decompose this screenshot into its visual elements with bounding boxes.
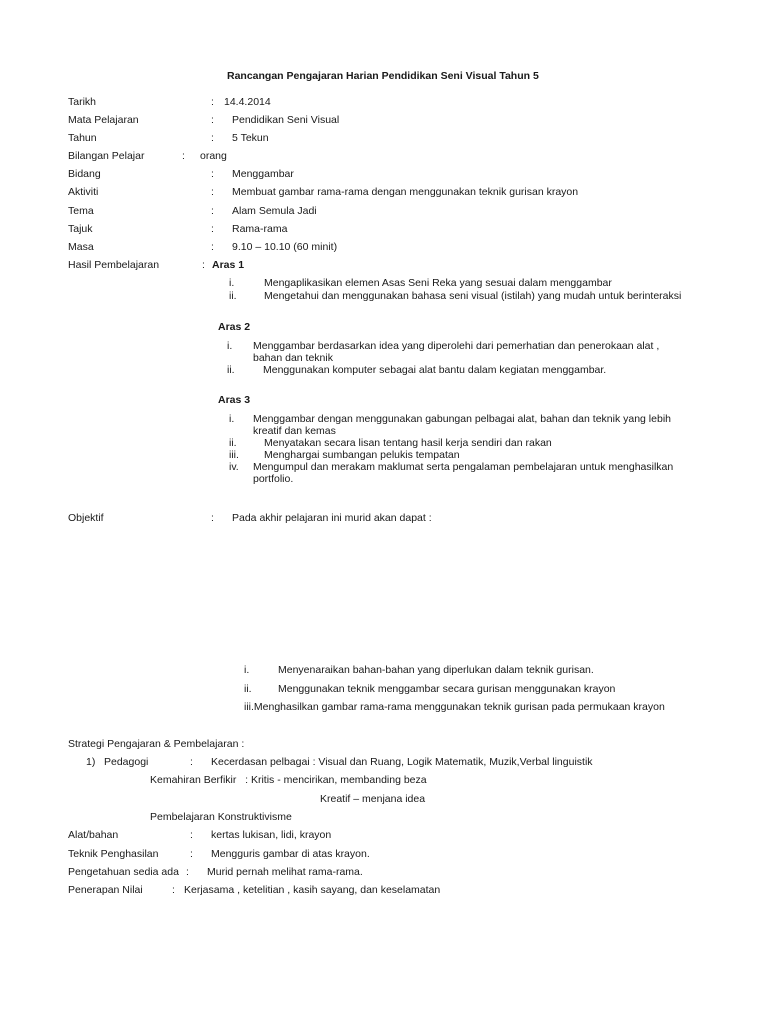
bilangan-pelajar-separator: : bbox=[182, 150, 185, 162]
list-item: Menggambar berdasarkan idea yang diperolehi dari pemerhatian dan penerokaan alat , bbox=[253, 340, 660, 352]
kemahiran-berfikir: Kemahiran Berfikir : Kritis - mencirikan, membanding beza bbox=[150, 774, 427, 786]
list-item: Menyenaraikan bahan-bahan yang diperlukan dalam teknik gurisan. bbox=[278, 664, 594, 676]
teknik-penghasilan-separator: : bbox=[190, 848, 193, 860]
hasil-pembelajaran-label: Hasil Pembelajaran bbox=[68, 259, 160, 271]
objektif-separator: : bbox=[211, 512, 214, 524]
pengetahuan-sedia-ada-separator: : bbox=[186, 866, 189, 878]
list-item-number: iv. bbox=[229, 461, 239, 473]
list-item: Mengaplikasikan elemen Asas Seni Reka yang sesuai dalam menggambar bbox=[264, 277, 612, 289]
aktiviti-label: Aktiviti bbox=[68, 186, 99, 198]
list-item: Menggambar dengan menggunakan gabungan pelbagai alat, bahan dan teknik yang lebih bbox=[253, 413, 671, 425]
list-item-number: i. bbox=[229, 277, 235, 289]
aras2-heading: Aras 2 bbox=[218, 321, 251, 333]
objektif-label: Objektif bbox=[68, 512, 104, 524]
list-item-number: ii. bbox=[229, 290, 237, 302]
penerapan-nilai-value: Kerjasama , ketelitian , kasih sayang, dan keselamatan bbox=[184, 884, 441, 896]
aras1-heading: Aras 1 bbox=[212, 259, 245, 271]
tema-label: Tema bbox=[68, 205, 94, 217]
aras3-heading: Aras 3 bbox=[218, 394, 251, 406]
tarikh-separator: : bbox=[211, 96, 214, 108]
alat-bahan-separator: : bbox=[190, 829, 193, 841]
masa-label: Masa bbox=[68, 241, 94, 253]
list-item: Mengumpul dan merakam maklumat serta pengalaman pembelajaran untuk menghasilkan bbox=[253, 461, 674, 473]
list-item-continuation: kreatif dan kemas bbox=[253, 425, 336, 437]
list-item-number: i. bbox=[244, 664, 250, 676]
list-item: Menyatakan secara lisan tentang hasil kerja sendiri dan rakan bbox=[264, 437, 552, 449]
bidang-value: Menggambar bbox=[232, 168, 294, 180]
alat-bahan-value: kertas lukisan, lidi, krayon bbox=[211, 829, 332, 841]
pedagogi-label: Pedagogi bbox=[104, 756, 149, 768]
pengetahuan-sedia-ada-label: Pengetahuan sedia ada bbox=[68, 866, 179, 878]
bidang-separator: : bbox=[211, 168, 214, 180]
objektif-intro: Pada akhir pelajaran ini murid akan dapat : bbox=[232, 512, 432, 524]
tema-value: Alam Semula Jadi bbox=[232, 205, 317, 217]
aktiviti-value: Membuat gambar rama-rama dengan menggunakan teknik gurisan krayon bbox=[232, 186, 579, 198]
list-item-number: ii. bbox=[244, 683, 252, 695]
alat-bahan-label: Alat/bahan bbox=[68, 829, 119, 841]
aktiviti-separator: : bbox=[211, 186, 214, 198]
strategi-heading: Strategi Pengajaran & Pembelajaran : bbox=[68, 738, 245, 750]
mata-pelajaran-label: Mata Pelajaran bbox=[68, 114, 139, 126]
hasil-pembelajaran-separator: : bbox=[202, 259, 205, 271]
masa-value: 9.10 – 10.10 (60 minit) bbox=[232, 241, 338, 253]
pedagogi-separator: : bbox=[190, 756, 193, 768]
mata-pelajaran-value: Pendidikan Seni Visual bbox=[232, 114, 340, 126]
pedagogi-value: Kecerdasan pelbagai : Visual dan Ruang, Logik Matematik, Muzik,Verbal linguistik bbox=[211, 756, 593, 768]
list-item-number: i. bbox=[227, 340, 233, 352]
list-item: Menggunakan teknik menggambar secara gurisan menggunakan krayon bbox=[278, 683, 616, 695]
list-item: Menghargai sumbangan pelukis tempatan bbox=[264, 449, 460, 461]
bidang-label: Bidang bbox=[68, 168, 101, 180]
masa-separator: : bbox=[211, 241, 214, 253]
tarikh-label: Tarikh bbox=[68, 96, 97, 108]
konstruktivisme: Pembelajaran Konstruktivisme bbox=[150, 811, 292, 823]
pedagogi-number: 1) bbox=[86, 756, 96, 768]
teknik-penghasilan-label: Teknik Penghasilan bbox=[68, 848, 159, 860]
list-item-number: ii. bbox=[229, 437, 237, 449]
bilangan-pelajar-value: orang bbox=[200, 150, 227, 162]
list-item-number: ii. bbox=[227, 364, 235, 376]
list-item: Mengetahui dan menggunakan bahasa seni visual (istilah) yang mudah untuk berinteraksi bbox=[264, 290, 682, 302]
tahun-separator: : bbox=[211, 132, 214, 144]
tarikh-value: 14.4.2014 bbox=[224, 96, 271, 108]
list-item-continuation: portfolio. bbox=[253, 473, 294, 485]
tajuk-separator: : bbox=[211, 223, 214, 235]
tajuk-value: Rama-rama bbox=[232, 223, 288, 235]
penerapan-nilai-label: Penerapan Nilai bbox=[68, 884, 143, 896]
tahun-label: Tahun bbox=[68, 132, 97, 144]
pengetahuan-sedia-ada-value: Murid pernah melihat rama-rama. bbox=[207, 866, 363, 878]
teknik-penghasilan-value: Mengguris gambar di atas krayon. bbox=[211, 848, 370, 860]
tema-separator: : bbox=[211, 205, 214, 217]
list-item-number: i. bbox=[229, 413, 235, 425]
document-title: Rancangan Pengajaran Harian Pendidikan Seni Visual Tahun 5 bbox=[227, 70, 539, 82]
mata-pelajaran-separator: : bbox=[211, 114, 214, 126]
list-item-continuation: bahan dan teknik bbox=[253, 352, 333, 364]
list-item: Menggunakan komputer sebagai alat bantu dalam kegiatan menggambar. bbox=[263, 364, 607, 376]
bilangan-pelajar-label: Bilangan Pelajar bbox=[68, 150, 145, 162]
tajuk-label: Tajuk bbox=[68, 223, 93, 235]
kreatif-line: Kreatif – menjana idea bbox=[320, 793, 426, 805]
tahun-value: 5 Tekun bbox=[232, 132, 269, 144]
list-item-number: iii. bbox=[229, 449, 239, 461]
penerapan-nilai-separator: : bbox=[172, 884, 175, 896]
list-item: iii.Menghasilkan gambar rama-rama menggunakan teknik gurisan pada permukaan krayon bbox=[244, 701, 665, 713]
